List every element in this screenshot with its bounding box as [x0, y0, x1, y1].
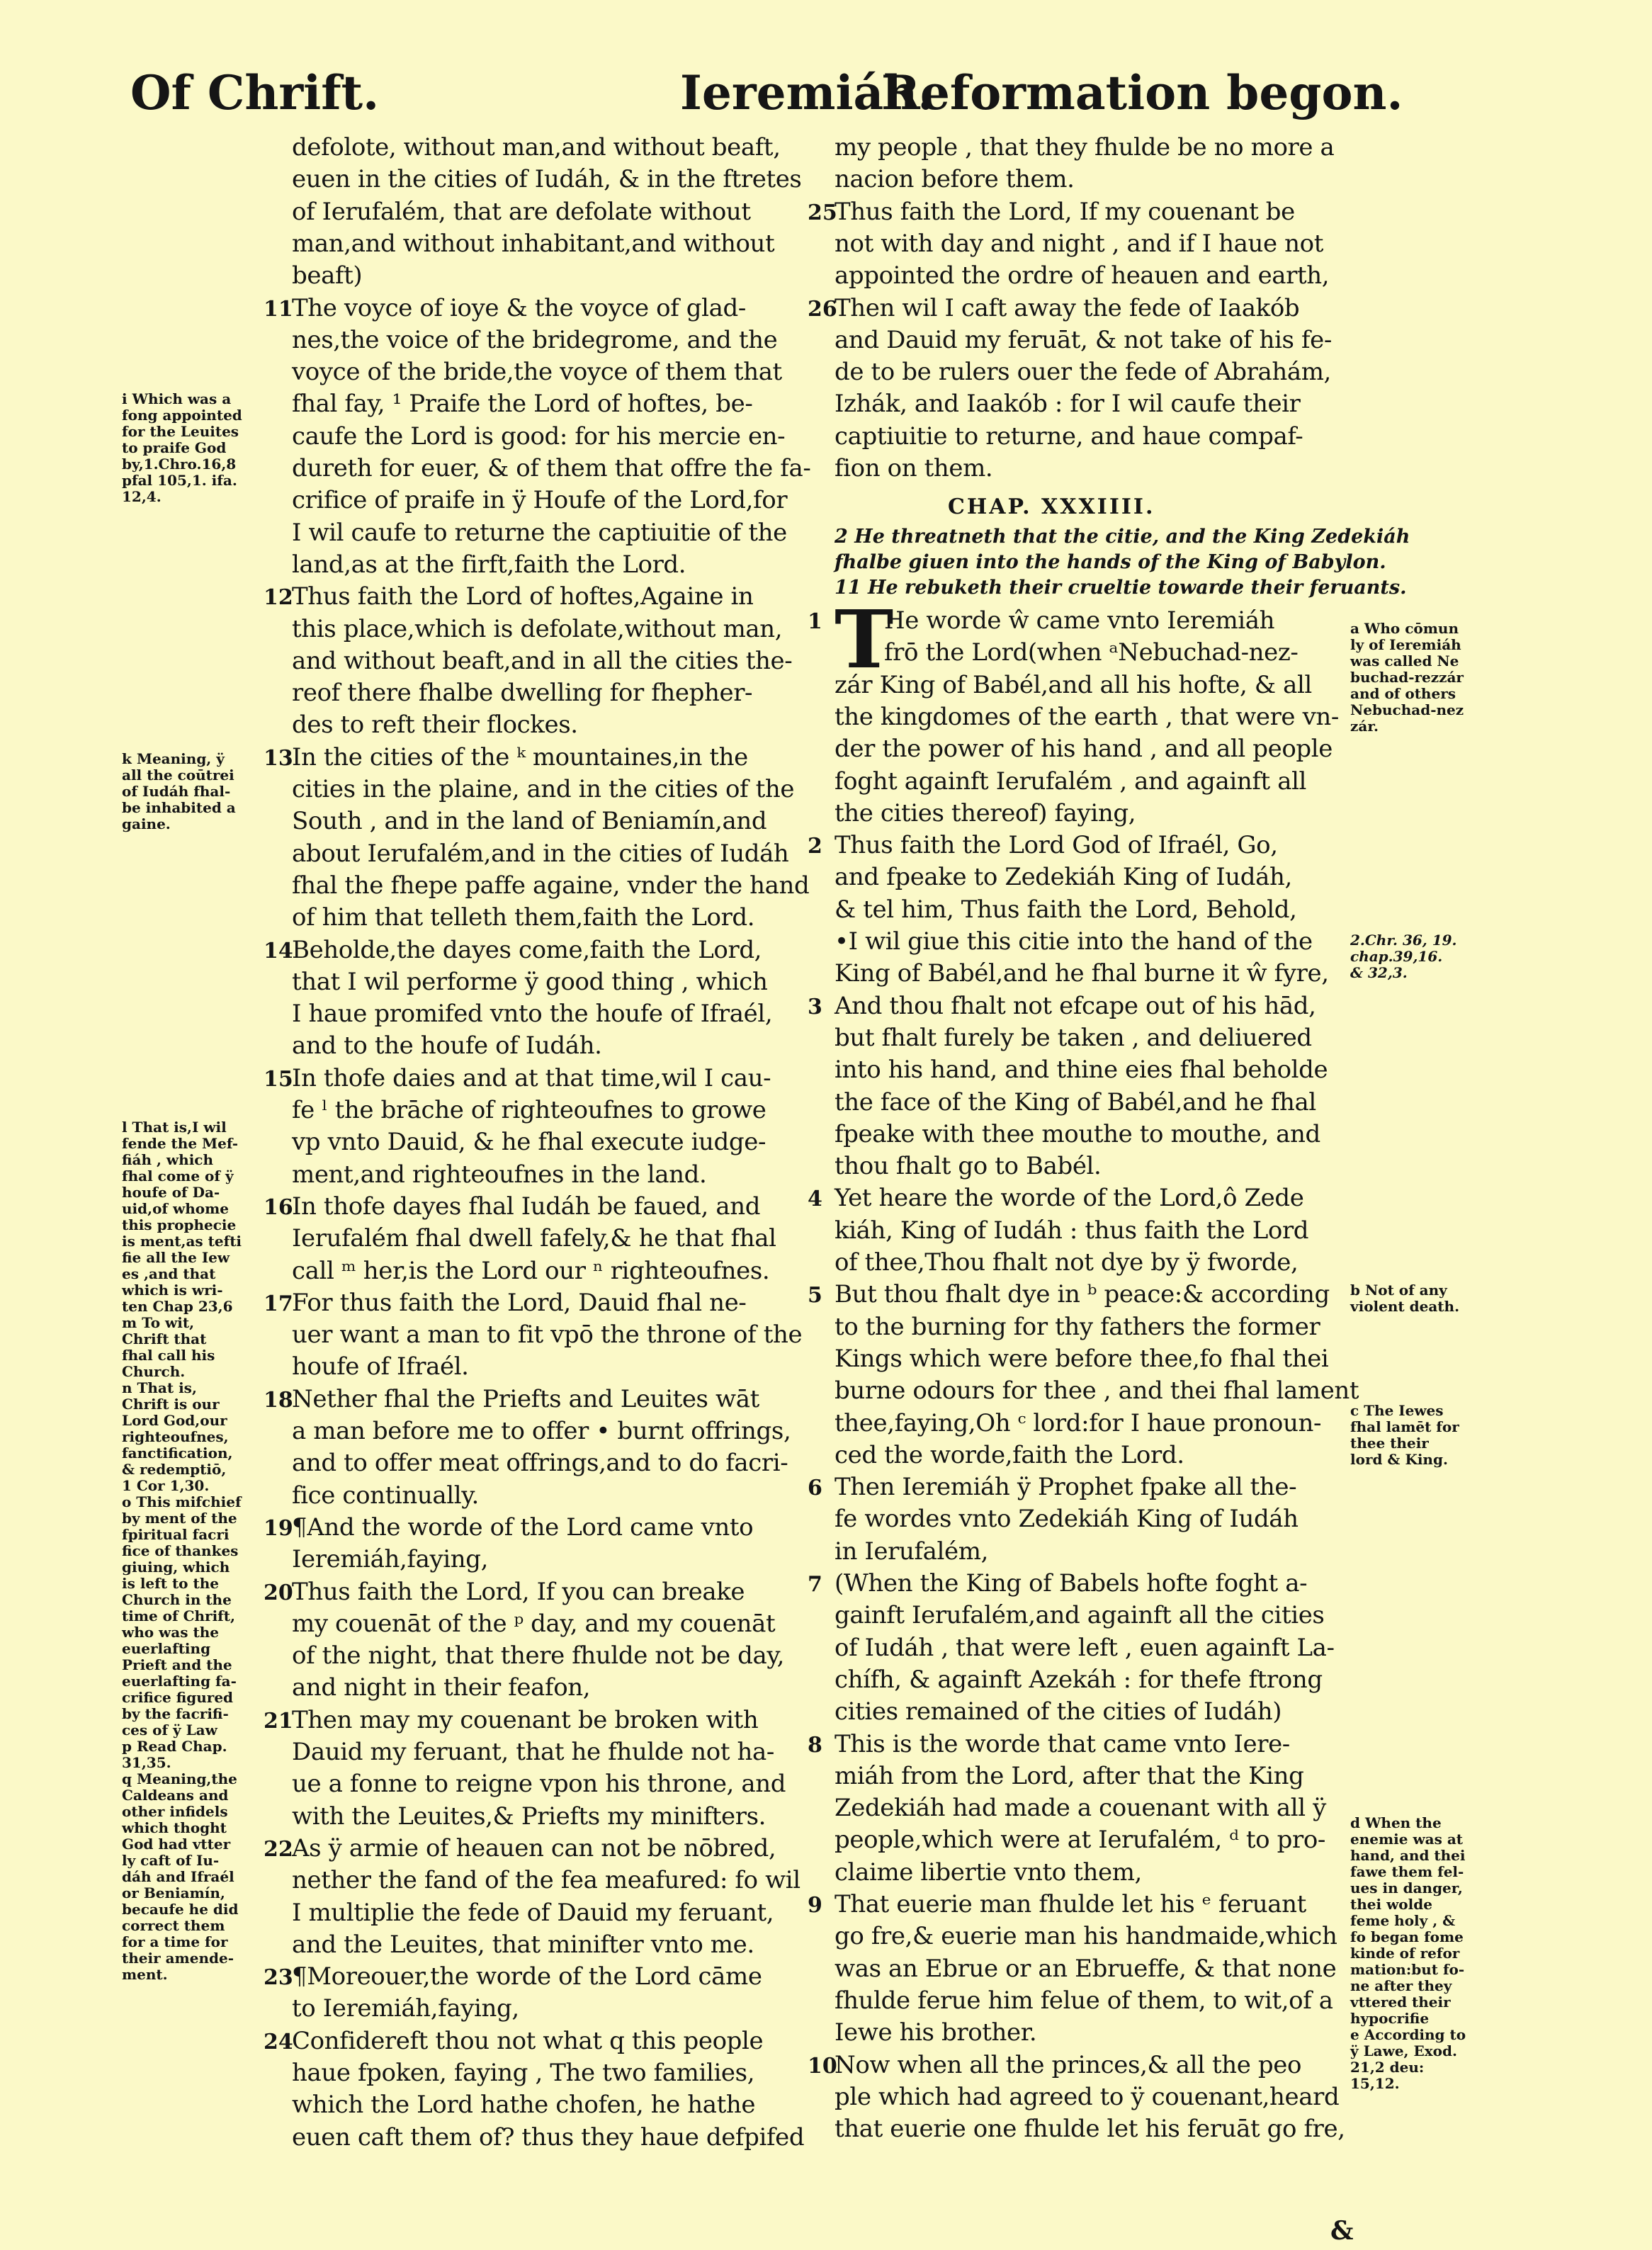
text-line: haue fpoken, faying , The two families,	[292, 2059, 755, 2087]
chapter-summary-2: fhalbe giuen into the hands of the King of Babylon.	[835, 551, 1386, 573]
verse-number: 22	[264, 1836, 293, 1862]
text-line: of Iudáh , that were left , euen againft La-	[835, 1633, 1335, 1662]
text-line: beaft)	[292, 261, 363, 290]
margin-note-l-q: l That is,I wil fende the Mef- fiáh , which fhal come of ÿ houfe of Da- uid,of whome this prophecie is ment,as tefti fie all the Iew es ,and that which is wri- ten Chap 23,6 m To wit, Chrift that fhal call his Church. n That is, Chrift is our Lord God,our righteoufnes, fanctification, & redemptiō, 1 Cor 1,30. o This mifchief by ment of the fpiritual facri fice of thankes giuing, which is left to the Church in the time of Chrift, who was the euerlafting Prieft and the euerlafting fa- crifice figured by the facrifi- ces of ÿ Law p Read Chap. 31,35. q Meaning,the Caldeans and other infidels which thoght God had vtter ly caft of Iu- dáh and Ifraél or Beniamín, becaufe he did correct them for a time for their amende- ment.	[122, 1119, 242, 1983]
text-line: Then may my couenant be broken with	[292, 1705, 759, 1734]
text-line: frō the Lord(when ᵃNebuchad-nez-	[884, 638, 1299, 667]
text-line: des to reft their flockes.	[292, 711, 578, 740]
verse-number: 15	[264, 1066, 293, 1092]
text-line: And thou fhalt not efcape out of his hād,	[835, 991, 1316, 1020]
text-line: houfe of Ifraél.	[292, 1352, 469, 1381]
text-line: into his hand, and thine eies fhal beholde	[835, 1056, 1328, 1085]
text-line: was an Ebrue or an Ebrueffe, & that none	[835, 1954, 1337, 1983]
text-line: chífh, & againft Azekáh : for thefe ftrong	[835, 1665, 1323, 1694]
text-line: fhal the fhepe paffe againe, vnder the hand	[292, 871, 810, 900]
text-line: de to be rulers ouer the fede of Abrahám,	[835, 358, 1331, 387]
text-line: voyce of the bride,the voyce of them that	[292, 358, 782, 387]
text-line: I haue promifed vnto the houfe of Ifraél,	[292, 1000, 773, 1029]
text-line: Kings which were before thee,fo fhal thei	[835, 1344, 1329, 1373]
text-line: South , and in the land of Beniamín,and	[292, 807, 767, 836]
text-line: In thofe dayes fhal Iudáh be faued, and	[292, 1192, 761, 1221]
text-line: Izhák, and Iaakób : for I wil caufe their	[835, 390, 1301, 419]
verse-number: 1	[808, 609, 822, 634]
text-line: burne odours for thee , and thei fhal lament	[835, 1376, 1359, 1406]
text-line: crifice of praife in ÿ Houfe of the Lord,for	[292, 486, 788, 515]
text-line: Yet heare the worde of the Lord,ô Zede	[835, 1184, 1304, 1213]
text-line: fe wordes vnto Zedekiáh King of Iudáh	[835, 1505, 1299, 1534]
text-line: but fhalt furely be taken , and deliuered	[835, 1023, 1312, 1052]
text-line: Thus faith the Lord, If my couenant be	[835, 197, 1295, 226]
verse-number: 25	[808, 200, 837, 225]
text-line: & tel him, Thus faith the Lord, Behold,	[835, 895, 1297, 924]
text-line: of him that telleth them,faith the Lord.	[292, 903, 755, 932]
text-line: ue a fonne to reigne vpon his throne, and	[292, 1770, 786, 1799]
text-line: reof there fhalbe dwelling for fhepher-	[292, 679, 753, 708]
verse-number: 14	[264, 938, 293, 963]
text-line: that euerie one fhulde let his feruāt go fre,	[835, 2115, 1345, 2144]
text-line: Iewe his brother.	[835, 2018, 1037, 2047]
text-line: Then Ieremiáh ÿ Prophet fpake all the-	[835, 1473, 1297, 1502]
margin-note-i: i Which was a fong appointed for the Leuites to praife God by,1.Chro.16,8 pfal 105,1. ifa. 12,4.	[122, 390, 242, 505]
text-line: For thus faith the Lord, Dauid fhal ne-	[292, 1288, 747, 1317]
text-line: and night in their feafon,	[292, 1673, 591, 1702]
text-line: caufe the Lord is good: for his mercie en-	[292, 422, 786, 451]
running-head-book: Ieremiáh.	[680, 65, 934, 120]
text-line: I wil caufe to returne the captiuitie of the	[292, 518, 787, 547]
text-line: and without beaft,and in all the cities the-	[292, 646, 793, 675]
verse-number: 4	[808, 1187, 822, 1212]
text-line: ¶And the worde of the Lord came vnto	[292, 1513, 754, 1542]
text-line: fpeake with thee mouthe to mouthe, and	[835, 1119, 1320, 1148]
drop-cap: T	[835, 594, 894, 686]
text-line: and to offer meat offrings,and to do facri-	[292, 1449, 788, 1478]
verse-number: 24	[264, 2029, 293, 2054]
text-line: Confidereft thou not what q this people	[292, 2026, 764, 2055]
verse-number: 9	[808, 1893, 822, 1918]
text-line: kiáh, King of Iudáh : thus faith the Lord	[835, 1216, 1309, 1245]
text-line: nes,the voice of the bridegrome, and the	[292, 325, 778, 354]
text-line: man,and without inhabitant,and without	[292, 229, 775, 258]
verse-number: 3	[808, 994, 822, 1019]
text-line: captiuitie to returne, and haue compaf-	[835, 422, 1303, 451]
text-line: not with day and night , and if I haue not	[835, 229, 1323, 258]
text-line: people,which were at Ierufalém, ᵈ to pro-	[835, 1826, 1326, 1855]
margin-note-c: c The Iewes fhal lamēt for thee their lord & King.	[1350, 1402, 1459, 1468]
text-line: This is the worde that came vnto Iere-	[835, 1729, 1290, 1758]
running-head-left: Of Chrift.	[130, 65, 380, 120]
verse-number: 20	[264, 1580, 293, 1605]
text-line: miáh from the Lord, after that the King	[835, 1761, 1304, 1790]
text-line: Thus faith the Lord, If you can breake	[292, 1577, 745, 1606]
text-line: ment,and righteoufnes in the land.	[292, 1160, 707, 1189]
text-line: this place,which is defolate,without man,	[292, 614, 783, 643]
text-line: In thofe daies and at that time,wil I cau-	[292, 1063, 771, 1092]
text-line: thou fhalt go to Babél.	[835, 1152, 1102, 1181]
text-line: about Ierufalém,and in the cities of Iudáh	[292, 839, 789, 868]
text-line: that I wil performe ÿ good thing , which	[292, 967, 768, 996]
text-line: Now when all the princes,& all the peo	[835, 2050, 1302, 2079]
text-line: Then wil I caft away the fede of Iaakób	[835, 293, 1300, 322]
text-line: my people , that they fhulde be no more a	[835, 133, 1335, 162]
margin-note-a: a Who cōmun ly of Ieremiáh was called Ne buchad-rezzár and of others Nebuchad-nez zár.	[1350, 620, 1464, 735]
text-line: the cities thereof) faying,	[835, 798, 1136, 827]
text-line: dureth for euer, & of them that offre the fa-	[292, 454, 811, 482]
text-line: appointed the ordre of heauen and earth,	[835, 261, 1330, 290]
verse-number: 12	[264, 585, 293, 611]
text-line: In the cities of the ᵏ mountaines,in the	[292, 742, 748, 771]
text-line: vp vnto Dauid, & he fhal execute iudge-	[292, 1128, 766, 1157]
text-line: in Ierufalém,	[835, 1537, 988, 1566]
text-line: of thee,Thou fhalt not dye by ÿ fworde,	[835, 1248, 1299, 1277]
verse-number: 17	[264, 1291, 293, 1316]
text-line: to the burning for thy fathers the former	[835, 1312, 1320, 1341]
text-line: The voyce of ioye & the voyce of glad-	[292, 293, 746, 322]
verse-number: 10	[808, 2053, 837, 2079]
verse-number: 6	[808, 1476, 822, 1501]
text-line: defolote, without man,and without beaft,	[292, 133, 781, 162]
text-line: But thou fhalt dye in ᵇ peace:& according	[835, 1280, 1330, 1309]
verse-number: 2	[808, 834, 822, 859]
text-line: Thus faith the Lord of hoftes,Againe in	[292, 582, 754, 611]
text-line: a man before me to offer • burnt offrings,	[292, 1417, 791, 1445]
verse-number: 26	[808, 296, 837, 322]
text-line: cities in the plaine, and in the cities of the	[292, 775, 795, 803]
verse-number: 23	[264, 1965, 293, 1991]
text-line: and to the houfe of Iudáh.	[292, 1031, 602, 1061]
text-line: cities remained of the cities of Iudáh)	[835, 1697, 1282, 1726]
text-line: to Ieremiáh,faying,	[292, 1994, 519, 2023]
text-line: Ieremiáh,faying,	[292, 1545, 489, 1574]
text-line: zár King of Babél,and all his hofte, & all	[835, 670, 1312, 699]
text-line: go fre,& euerie man his handmaide,which	[835, 1922, 1337, 1951]
text-line: uer want a man to fit vpō the throne of the	[292, 1321, 803, 1350]
text-line: which the Lord hathe chofen, he hathe	[292, 2091, 756, 2120]
text-line: euen in the cities of Iudáh, & in the ftretes	[292, 165, 802, 194]
text-line: gainft Ierufalém,and againft all the cities	[835, 1601, 1325, 1630]
chapter-summary-3: 11 He rebuketh their crueltie towarde their feruants.	[835, 577, 1407, 599]
verse-number: 21	[264, 1708, 293, 1734]
running-head-right: Reformation begon.	[881, 65, 1403, 120]
text-line: That euerie man fhulde let his ᵉ feruant	[835, 1890, 1306, 1918]
margin-note-b: b Not of any violent death.	[1350, 1282, 1460, 1315]
verse-number: 5	[808, 1283, 822, 1308]
text-line: fhal fay, ¹ Praife the Lord of hoftes, be-	[292, 390, 753, 419]
text-line: call ᵐ her,is the Lord our ⁿ righteoufnes.	[292, 1256, 770, 1285]
text-line: As ÿ armie of heauen can not be nōbred,	[292, 1833, 776, 1862]
text-line: fe ˡ the brāche of righteoufnes to growe	[292, 1096, 766, 1124]
catchword: &	[1330, 2216, 1354, 2246]
text-line: ¶Moreouer,the worde of the Lord cāme	[292, 1962, 762, 1991]
verse-number: 18	[264, 1387, 293, 1413]
text-line: the face of the King of Babél,and he fhal	[835, 1087, 1316, 1116]
text-line: •I wil giue this citie into the hand of the	[835, 927, 1313, 956]
text-line: fion on them.	[835, 454, 993, 482]
margin-note-k: k Meaning, ÿ all the coūtrei of Iudáh fhal- be inhabited a gaine.	[122, 750, 236, 832]
text-line: Nether fhal the Priefts and Leuites wāt	[292, 1384, 759, 1413]
text-line: der the power of his hand , and all people	[835, 735, 1333, 764]
text-line: of the night, that there fhulde not be day,	[292, 1641, 785, 1670]
text-line: King of Babél,and he fhal burne it ŵ fyre,	[835, 959, 1329, 988]
text-line: and fpeake to Zedekiáh King of Iudáh,	[835, 863, 1292, 892]
text-line: claime libertie vnto them,	[835, 1858, 1142, 1887]
text-line: and Dauid my feruāt, & not take of his fe-	[835, 325, 1332, 354]
text-line: fhulde ferue him felue of them, to wit,of a	[835, 1986, 1333, 2015]
text-line: fice continually.	[292, 1481, 479, 1510]
text-line: with the Leuites,& Priefts my minifters.	[292, 1802, 766, 1831]
verse-number: 16	[264, 1194, 293, 1220]
text-line: I multiplie the fede of Dauid my feruant,	[292, 1898, 774, 1927]
text-line: and the Leuites, that minifter vnto me.	[292, 1930, 754, 1959]
text-line: euen caft them of? thus they haue defpifed	[292, 2122, 805, 2152]
text-line: the kingdomes of the earth , that were vn-	[835, 702, 1339, 731]
text-line: ced the worde,faith the Lord.	[835, 1440, 1184, 1469]
text-line: Dauid my feruant, that he fhulde not ha-	[292, 1738, 775, 1766]
text-line: land,as at the firft,faith the Lord.	[292, 550, 686, 579]
text-line: Thus faith the Lord God of Ifraél, Go,	[835, 831, 1278, 860]
text-line: ple which had agreed to ÿ couenant,heard	[835, 2082, 1340, 2111]
verse-number: 8	[808, 1732, 822, 1758]
text-line: nacion before them.	[835, 165, 1075, 194]
text-line: He worde ŵ came vnto Ieremiáh	[884, 606, 1275, 635]
verse-number: 11	[264, 296, 293, 322]
verse-number: 13	[264, 745, 293, 771]
text-line: (When the King of Babels hofte foght a-	[835, 1569, 1308, 1598]
margin-note-d-e: d When the enemie was at hand, and thei fawe them fel- ues in danger, thei wolde feme holy , & fo began fome kinde of refor mation:but fo- ne after they vttered their hypocrifie e According to ÿ Lawe, Exod. 21,2 deu: 15,12.	[1350, 1814, 1466, 2092]
text-line: foght againft Ierufalém , and againft all	[835, 767, 1307, 796]
text-line: Zedekiáh had made a couenant with all ÿ	[835, 1794, 1326, 1823]
chapter-heading: CHAP. XXXIIII.	[948, 494, 1155, 519]
margin-note-cross-reference: 2.Chr. 36, 19. chap.39,16. & 32,3.	[1350, 932, 1457, 981]
text-line: thee,faying,Oh ᶜ lord:for I haue pronoun-	[835, 1408, 1322, 1437]
chapter-summary-1: 2 He threatneth that the citie, and the King Zedekiáh	[835, 526, 1410, 548]
text-line: of Ierufalém, that are defolate without	[292, 197, 751, 226]
text-line: Beholde,the dayes come,faith the Lord,	[292, 935, 762, 964]
text-line: my couenāt of the ᵖ day, and my couenāt	[292, 1609, 776, 1638]
text-line: nether the fand of the fea meafured: fo wil	[292, 1866, 800, 1895]
text-line: Ierufalém fhal dwell fafely,& he that fhal	[292, 1224, 776, 1253]
verse-number: 19	[264, 1515, 293, 1541]
verse-number: 7	[808, 1572, 822, 1597]
